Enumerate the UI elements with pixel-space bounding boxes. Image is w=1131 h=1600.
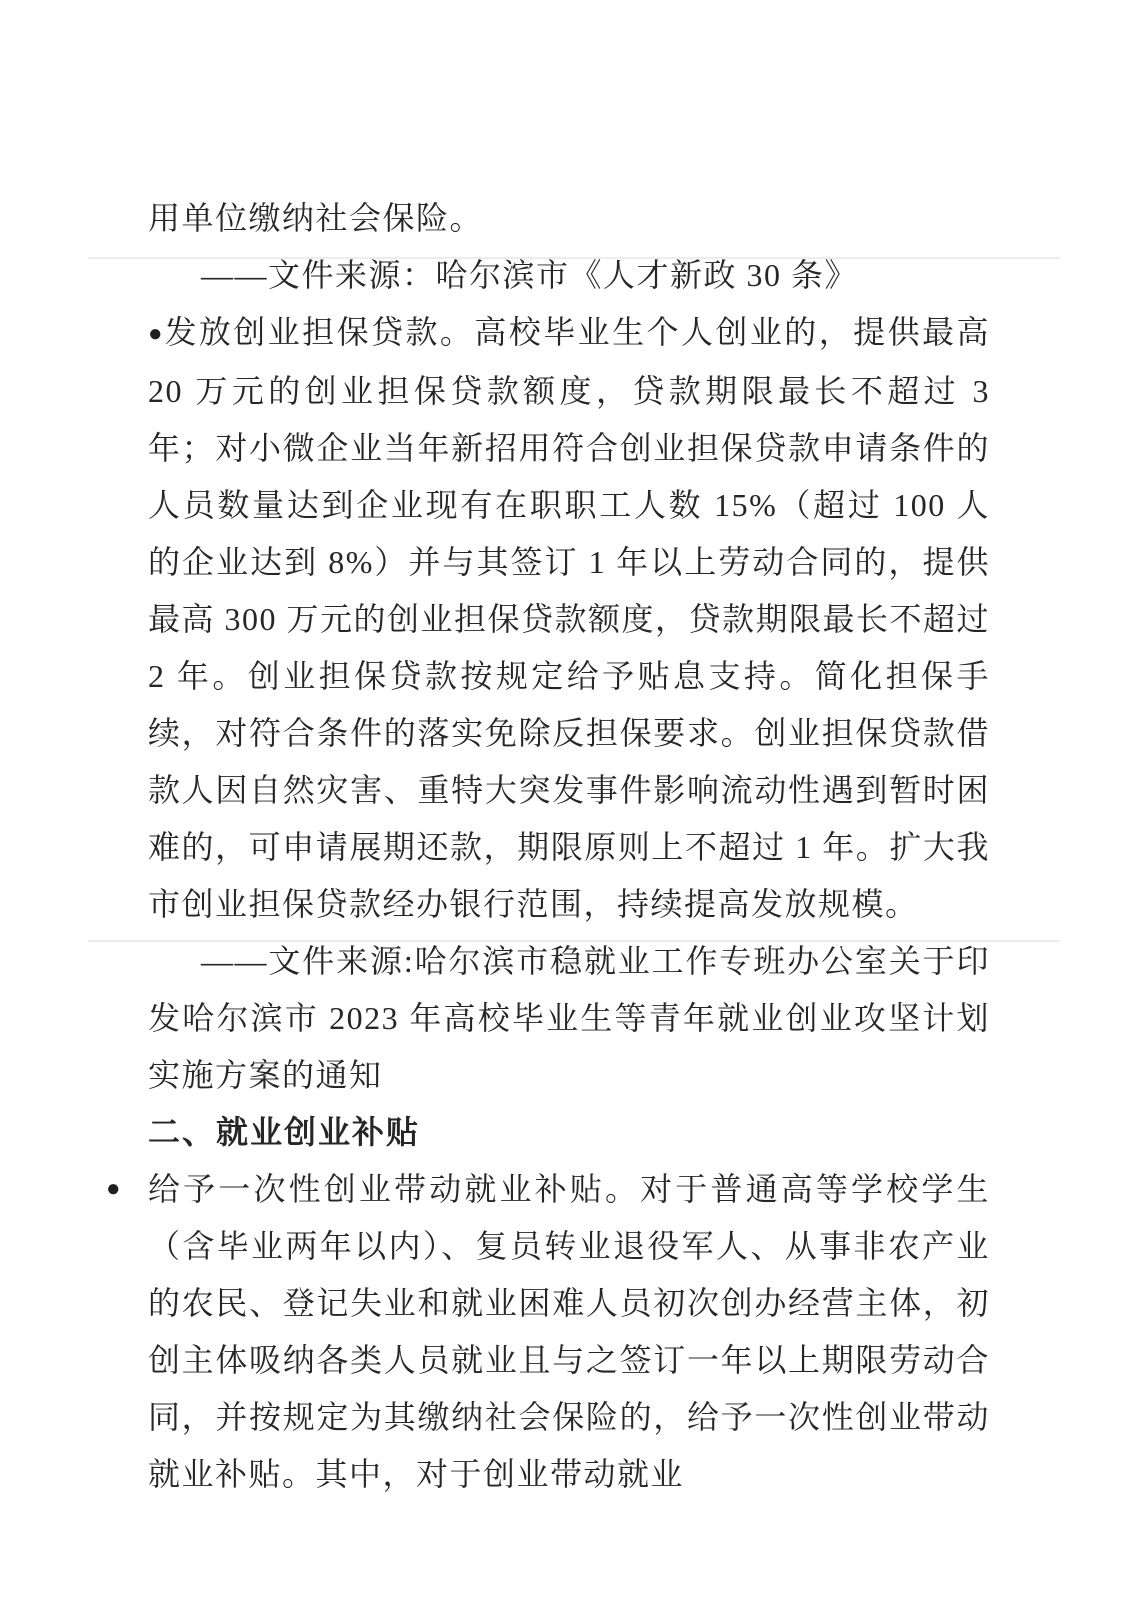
bullet-icon: ● (148, 321, 164, 347)
document-body (106, 190, 991, 1503)
paragraph-startup-guarantee-loan (148, 304, 990, 933)
source-citation-employment-plan: ——文件来源:哈尔滨市稳就业工作专班办公室关于印发哈尔滨市 2023 年高校毕业生等青年就业创业攻坚计划实施方案的通知 (148, 943, 990, 1093)
paragraph-text: 发放创业担保贷款。高校毕业生个人创业的，提供最高 20 万元的创业担保贷款额度，贷款期限最长不超过 3 年；对小微企业当年新招用符合创业担保贷款申请条件的人员数量达到企业现有在职职工人数 15%（超过 100 人的企业达到 8%）并与其签订 1 年以上劳动合同的，提供最高 300 万元的创业担保贷款额度，贷款期限最长不超过 2 年。创业担保贷款按规定给予贴息支持。简化担保手续，对符合条件的落实免除反担保要求。创业担保贷款借款人因自然灾害、重特大突发事件影响流动性遇到暂时困难的，可申请展期还款，期限原则上不超过 1 年。扩大我市创业担保贷款经办银行范围，持续提高发放规模。 (148, 314, 991, 922)
bullet-icon: ● (106, 1176, 121, 1202)
paragraph-social-insurance-tail: 用单位缴纳社会保险。 (148, 200, 484, 236)
paragraph-one-time-startup-subsidy (106, 1161, 990, 1503)
source-citation-talent-policy: ——文件来源：哈尔滨市《人才新政 30 条》 (201, 257, 859, 293)
section-heading-employment-subsidy: 二、就业创业补贴 (148, 1114, 421, 1150)
paragraph-text: 给予一次性创业带动就业补贴。对于普通高等学校学生（含毕业两年以内）、复员转业退役军人、从事非农产业的农民、登记失业和就业困难人员初次创办经营主体，初创主体吸纳各类人员就业且与之签订一年以上期限劳动合同，并按规定为其缴纳社会保险的，给予一次性创业带动就业补贴。其中，对于创业带动就业 (148, 1171, 990, 1492)
